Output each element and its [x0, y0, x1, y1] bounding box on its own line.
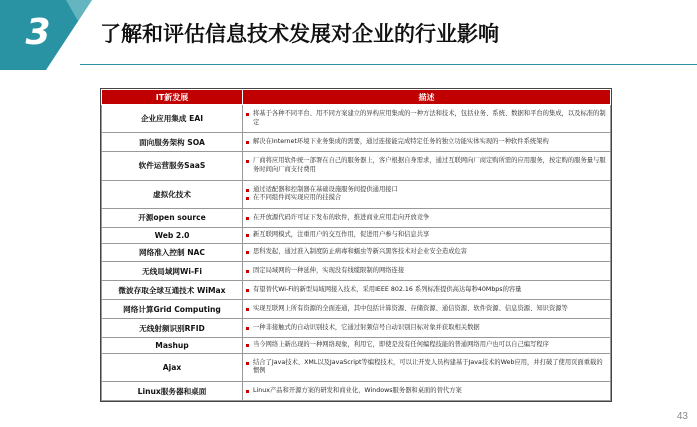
description-cell: [243, 152, 611, 180]
description-text: 有望替代Wi-Fi的新型局域网接入技术，采用IEEE 802.16 系列标准提供高达每秒40Mbps的容量: [253, 285, 522, 293]
description-bullet: [245, 267, 608, 276]
it-trends-table: [101, 89, 611, 401]
it-name-cell: 虚拟化技术: [102, 180, 243, 208]
it-name-cell: 网络准入控制 NAC: [102, 243, 243, 262]
table-row: [102, 262, 611, 281]
description-text: 一种非接触式的自动识别技术，它通过射频信号自动识别目标对象并获取相关数据: [253, 323, 480, 331]
description-bullet: [245, 324, 608, 333]
description-bullet: [245, 231, 608, 240]
description-cell: [243, 262, 611, 281]
column-header-desc: 描述: [243, 90, 611, 105]
description-text: 结合了Java技术、XML以及JavaScript等编程技术，可以让开发人员构建基于Java技术的Web应用，并打破了使用页面重载的惯例: [253, 358, 603, 375]
description-bullet: [245, 341, 608, 350]
it-name-cell: 软件运营服务SaaS: [102, 152, 243, 180]
description-text: Linux产品和开源方案的研发和商业化，Windows服务器和桌面的替代方案: [253, 386, 462, 394]
bullet-square-icon: [246, 251, 249, 254]
it-name-cell: 开源open source: [102, 208, 243, 227]
description-bullet: [245, 186, 608, 195]
description-cell: [243, 319, 611, 338]
bullet-square-icon: [246, 113, 249, 116]
description-text: 固定局域网的一种延伸，实现没有线缆限制的网络连接: [253, 267, 405, 275]
it-name-cell: 企业应用集成 EAI: [102, 105, 243, 133]
table-row: [102, 133, 611, 152]
it-name-cell: 无线局域网Wi-Fi: [102, 262, 243, 281]
table-row: [102, 382, 611, 401]
bullet-square-icon: [246, 141, 249, 144]
description-cell: [243, 133, 611, 152]
description-cell: [243, 227, 611, 243]
table-row: [102, 337, 611, 353]
it-name-cell: Web 2.0: [102, 227, 243, 243]
bullet-square-icon: [246, 289, 249, 292]
description-text: 厂商将应用软件统一部署在自己的服务器上，客户根据自身需求，通过互联网向厂商定购所需的应用服务，按定购的服务量与服务时间向厂商支付费用: [253, 157, 606, 173]
it-trends-table-frame: [100, 88, 612, 402]
description-text: 当今网络上新出现的一种网络现象，利用它，即使是没有任何编程技能的普通网络用户也可以自己编写程序: [253, 341, 549, 349]
it-name-cell: Ajax: [102, 353, 243, 381]
bullet-square-icon: [246, 234, 249, 237]
it-name-cell: Linux服务器和桌面: [102, 382, 243, 401]
section-badge: [0, 0, 92, 70]
description-cell: [243, 281, 611, 300]
description-bullet: [245, 359, 608, 376]
description-bullet: [245, 194, 608, 203]
description-cell: [243, 208, 611, 227]
it-name-cell: 无线射频识别RFID: [102, 319, 243, 338]
table-row: [102, 105, 611, 133]
bullet-square-icon: [246, 308, 249, 311]
description-bullet: [245, 286, 608, 295]
description-text: 将基于各种不同平台、用不同方案建立的异构应用集成的一种方法和技术，包括业务、系统、数据和平台的集成，以及标准的制定: [253, 110, 606, 126]
table-row: [102, 353, 611, 381]
bullet-square-icon: [246, 217, 249, 220]
description-bullet: [245, 110, 608, 127]
description-cell: [243, 382, 611, 401]
description-bullet: [245, 214, 608, 223]
table-body: [102, 105, 611, 401]
description-cell: [243, 353, 611, 381]
bullet-square-icon: [246, 390, 249, 393]
bullet-square-icon: [246, 270, 249, 273]
description-text: 在不同组件间实现应用的挂摸合: [253, 194, 342, 202]
description-cell: [243, 243, 611, 262]
it-name-cell: 网络计算Grid Computing: [102, 300, 243, 319]
description-text: 在开放源代码许可证下发布的软件，推进商业应用走向开放竞争: [253, 213, 430, 221]
table-row: [102, 243, 611, 262]
table-row: [102, 281, 611, 300]
it-name-cell: 微波存取全球互通技术 WiMax: [102, 281, 243, 300]
column-header-it: IT新发展: [102, 90, 243, 105]
section-number: 3: [25, 12, 51, 53]
bullet-square-icon: [246, 344, 249, 347]
it-name-cell: Mashup: [102, 337, 243, 353]
bullet-square-icon: [246, 189, 249, 192]
description-cell: [243, 105, 611, 133]
description-cell: [243, 180, 611, 208]
description-text: 实现互联网上所有资源的全面连通，其中包括计算资源、存储资源、通信资源、软件资源、信息资源、知识资源等: [253, 304, 568, 312]
table-row: [102, 227, 611, 243]
page-number: 43: [676, 411, 688, 422]
table-row: [102, 208, 611, 227]
table-row: [102, 300, 611, 319]
description-text: 新互联网模式，注重用户的交互作用，促进用户参与和信息共享: [253, 230, 430, 238]
description-bullet: [245, 305, 608, 314]
description-text: 思科发起，通过准入制度防止病毒和蠕虫等新兴黑客技术对企业安全造成危害: [253, 248, 468, 256]
bullet-square-icon: [246, 160, 249, 163]
description-cell: [243, 337, 611, 353]
description-cell: [243, 300, 611, 319]
description-bullet: [245, 138, 608, 147]
table-row: [102, 180, 611, 208]
title-divider: [80, 64, 697, 65]
bullet-square-icon: [246, 197, 249, 200]
page-title: 了解和评估信息技术发展对企业的行业影响: [100, 22, 499, 46]
description-text: 通过适配器和控制器在基础设施服务间提供通用接口: [253, 185, 398, 193]
description-text: 解决在Internet环境下业务集成的需要，通过连接能完成特定任务的独立功能实体实现的一种软件系统架构: [253, 138, 549, 146]
it-name-cell: 面向服务架构 SOA: [102, 133, 243, 152]
description-bullet: [245, 387, 608, 396]
table-row: [102, 152, 611, 180]
description-bullet: [245, 157, 608, 174]
table-row: [102, 319, 611, 338]
bullet-square-icon: [246, 327, 249, 330]
bullet-square-icon: [246, 362, 249, 365]
table-header-row: [102, 90, 611, 105]
description-bullet: [245, 248, 608, 257]
